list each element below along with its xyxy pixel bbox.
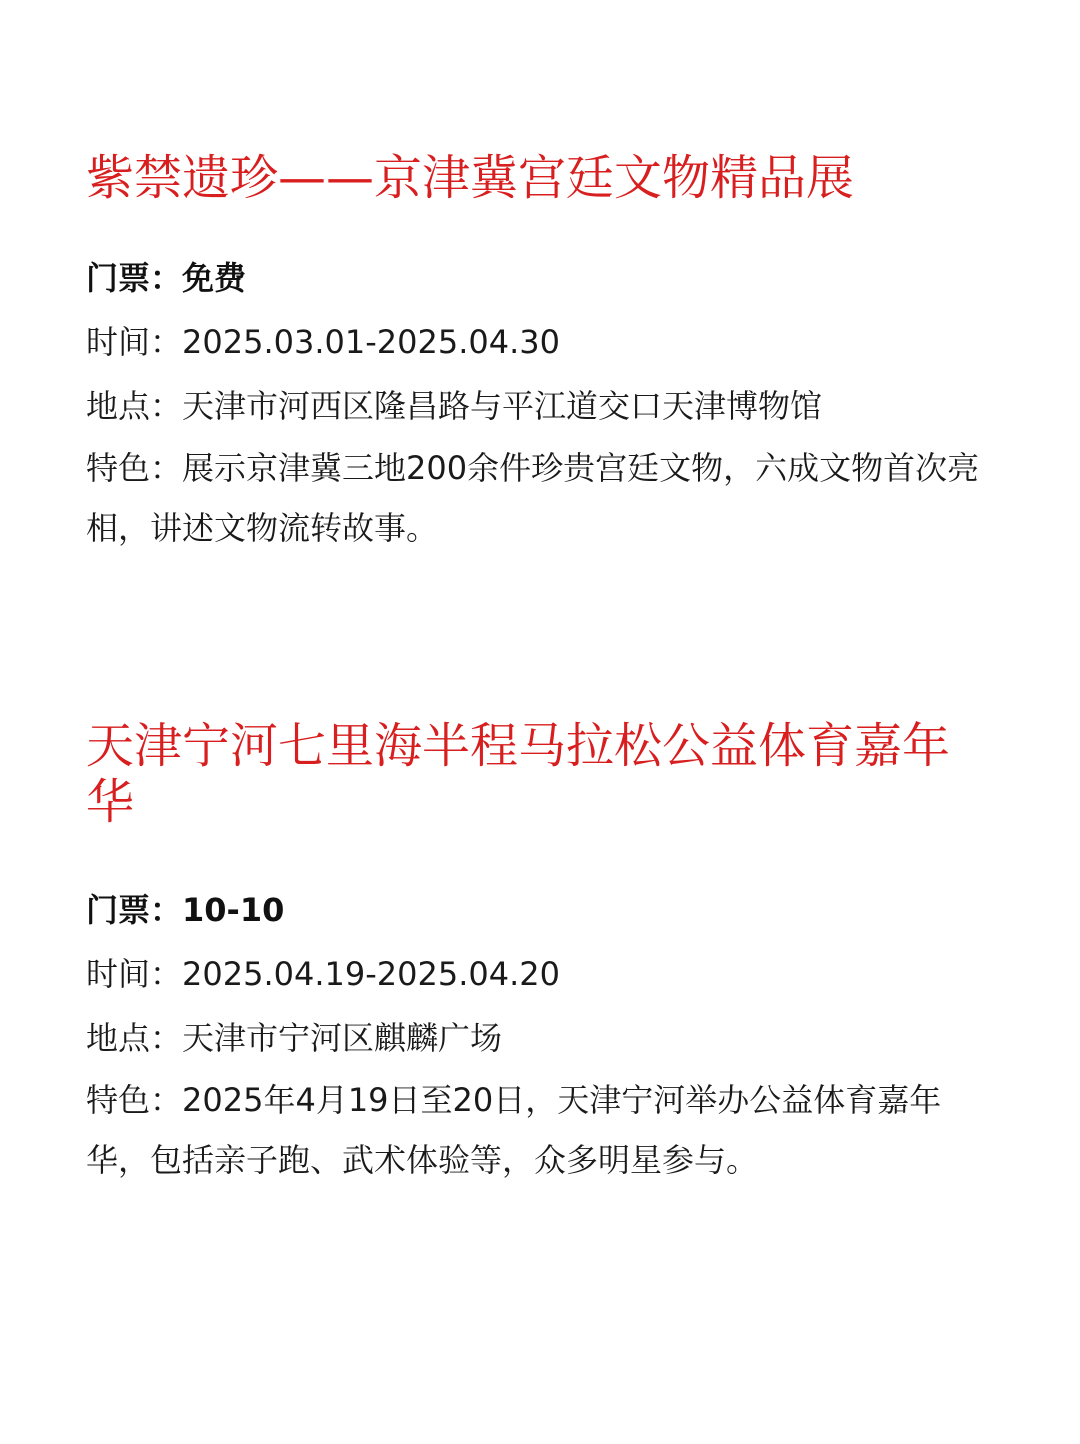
feature-value: 2025年4月19日至20日，天津宁河举办公益体育嘉年华，包括亲子跑、武术体验等，众多明星参与。 [86, 1081, 942, 1179]
place-label: 地点： [86, 387, 183, 425]
place-row [86, 1006, 996, 1070]
ticket-value: 免费 [182, 259, 247, 297]
time-label: 时间： [86, 955, 183, 993]
place-value: 天津市宁河区麒麟广场 [182, 1019, 503, 1057]
feature-label: 特色： [86, 1081, 183, 1119]
ticket-label: 门票： [86, 259, 183, 297]
ticket-row [86, 246, 996, 310]
feature-label: 特色： [86, 449, 183, 487]
feature-row [86, 1070, 996, 1190]
ticket-value: 10-10 [182, 891, 285, 929]
feature-value: 展示京津冀三地200余件珍贵宫廷文物，六成文物首次亮相，讲述文物流转故事。 [86, 449, 980, 547]
time-value: 2025.03.01-2025.04.30 [182, 323, 560, 361]
event-title: 紫禁遗珍——京津冀宫廷文物精品展 [86, 150, 855, 206]
place-label: 地点： [86, 1019, 183, 1057]
feature-row [86, 438, 996, 558]
place-row [86, 374, 996, 438]
event-card-palace-exhibition [86, 150, 996, 558]
event-card-half-marathon [86, 718, 996, 1190]
event-title: 天津宁河七里海半程马拉松公益体育嘉年华 [86, 718, 951, 830]
time-label: 时间： [86, 323, 183, 361]
time-row [86, 310, 996, 374]
place-value: 天津市河西区隆昌路与平江道交口天津博物馆 [182, 387, 823, 425]
ticket-label: 门票： [86, 891, 183, 929]
time-value: 2025.04.19-2025.04.20 [182, 955, 560, 993]
time-row [86, 942, 996, 1006]
ticket-row [86, 878, 996, 942]
